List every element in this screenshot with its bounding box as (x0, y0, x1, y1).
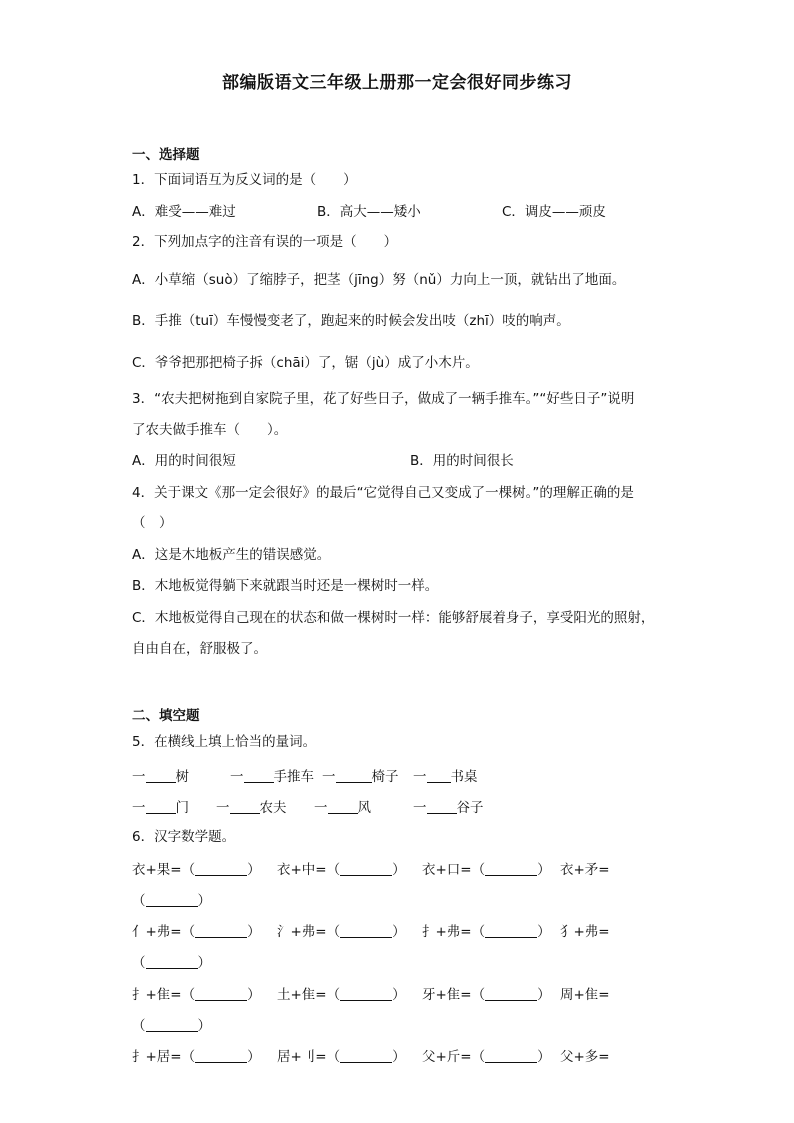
char-equation: 父+斤=（ ） (422, 1049, 551, 1065)
char-equation: 周+隹= (560, 987, 610, 1003)
answer-blank[interactable] (146, 954, 198, 969)
measure-word-item: 一 手推车 (230, 769, 314, 785)
measure-word-item: 一 书桌 (413, 769, 478, 785)
blank-line[interactable] (336, 768, 372, 783)
answer-blank[interactable] (195, 986, 247, 1001)
char-equation: 衣+矛= (560, 862, 610, 878)
question-3-option-b: B．用的时间很长 (410, 453, 514, 469)
question-3-stem-line-2: 了农夫做手推车（ ）。 (132, 422, 288, 438)
question-1-option-c: C．调皮——顽皮 (502, 204, 606, 220)
char-equation: 衣+中=（ ） (277, 862, 406, 878)
char-equation: 亻+弗=（ ） (132, 924, 261, 940)
blank-line[interactable] (146, 799, 176, 814)
char-equation: 衣+果=（ ） (132, 862, 261, 878)
answer-blank[interactable] (195, 1048, 247, 1063)
question-2-option-a: A．小草缩（suò）了缩脖子，把茎（jīng）努（nǔ）力向上一顶，就钻出了地面。 (132, 272, 626, 288)
char-equation-wrap: （ ） (132, 893, 211, 909)
question-6-stem: 6．汉字数学题。 (132, 829, 236, 845)
char-equation: 土+隹=（ ） (277, 987, 406, 1003)
question-5-stem: 5．在横线上填上恰当的量词。 (132, 734, 317, 750)
question-6-row-3 (132, 983, 732, 1003)
measure-word-item: 一 谷子 (413, 800, 484, 816)
question-1-stem: 1．下面词语互为反义词的是（ ） (132, 172, 357, 188)
answer-blank[interactable] (485, 923, 537, 938)
blank-line[interactable] (427, 799, 457, 814)
char-equation-wrap: （ ） (132, 955, 211, 971)
question-2-stem: 2．下列加点字的注音有误的一项是（ ） (132, 234, 398, 250)
answer-blank[interactable] (485, 861, 537, 876)
char-equation: 牙+隹=（ ） (422, 987, 551, 1003)
blank-line[interactable] (146, 768, 176, 783)
char-equation: 衣+口=（ ） (422, 862, 551, 878)
char-equation: 氵+弗=（ ） (277, 924, 406, 940)
question-5-row-1 (132, 765, 732, 785)
question-1-option-b: B．高大——矮小 (317, 204, 421, 220)
measure-word-item: 一 门 (132, 800, 189, 816)
question-4-stem-line-2: （ ） (132, 515, 173, 531)
answer-blank[interactable] (485, 1048, 537, 1063)
answer-blank[interactable] (146, 892, 198, 907)
question-6-row-4 (132, 1045, 732, 1065)
answer-blank[interactable] (340, 861, 392, 876)
measure-word-item: 一 树 (132, 769, 189, 785)
answer-blank[interactable] (485, 986, 537, 1001)
answer-blank[interactable] (340, 923, 392, 938)
answer-blank[interactable] (195, 923, 247, 938)
question-4-option-c-line-2: 自由自在，舒服极了。 (132, 641, 267, 657)
char-equation-wrap: （ ） (132, 1018, 211, 1034)
question-4-option-a: A．这是木地板产生的错误感觉。 (132, 547, 331, 563)
question-1-option-a: A．难受——难过 (132, 204, 236, 220)
blank-line[interactable] (328, 799, 358, 814)
char-equation: 犭+弗= (560, 924, 610, 940)
char-equation: 扌+居=（ ） (132, 1049, 261, 1065)
char-equation: 扌+弗=（ ） (422, 924, 551, 940)
question-2-option-c: C．爷爷把那把椅子拆（chāi）了，锯（jù）成了小木片。 (132, 355, 479, 371)
blank-line[interactable] (427, 768, 451, 783)
measure-word-item: 一 风 (314, 800, 371, 816)
blank-line[interactable] (244, 768, 274, 783)
char-equation: 扌+隹=（ ） (132, 987, 261, 1003)
question-5-row-2 (132, 796, 732, 816)
question-3-stem-line-1: 3．“农夫把树拖到自家院子里，花了好些日子，做成了一辆手推车。”“好些日子”说明 (132, 391, 635, 407)
measure-word-item: 一 农夫 (216, 800, 287, 816)
question-6-row-1 (132, 858, 732, 878)
question-6-row-2-wrap (132, 951, 732, 971)
answer-blank[interactable] (340, 1048, 392, 1063)
question-3-option-a: A．用的时间很短 (132, 453, 236, 469)
question-6-row-2 (132, 920, 732, 940)
char-equation: 居+刂=（ ） (277, 1049, 406, 1065)
question-4-option-c-line-1: C．木地板觉得自己现在的状态和做一棵树时一样：能够舒展着身子，享受阳光的照射， (132, 610, 655, 626)
section-heading-fill: 二、填空题 (132, 708, 200, 724)
answer-blank[interactable] (340, 986, 392, 1001)
answer-blank[interactable] (146, 1017, 198, 1032)
question-6-row-3-wrap (132, 1014, 732, 1034)
question-6-row-1-wrap (132, 889, 732, 909)
page-title: 部编版语文三年级上册那一定会很好同步练习 (222, 73, 572, 93)
answer-blank[interactable] (195, 861, 247, 876)
question-2-option-b: B．手推（tuī）车慢慢变老了，跑起来的时候会发出吱（zhī）吱的响声。 (132, 313, 570, 329)
char-equation: 父+多= (560, 1049, 610, 1065)
measure-word-item: 一 椅子 (322, 769, 399, 785)
section-heading-choice: 一、选择题 (132, 147, 200, 163)
question-4-stem-line-1: 4．关于课文《那一定会很好》的最后“它觉得自己又变成了一棵树。”的理解正确的是 (132, 485, 634, 501)
question-4-option-b: B．木地板觉得躺下来就跟当时还是一棵树时一样。 (132, 578, 439, 594)
blank-line[interactable] (230, 799, 260, 814)
